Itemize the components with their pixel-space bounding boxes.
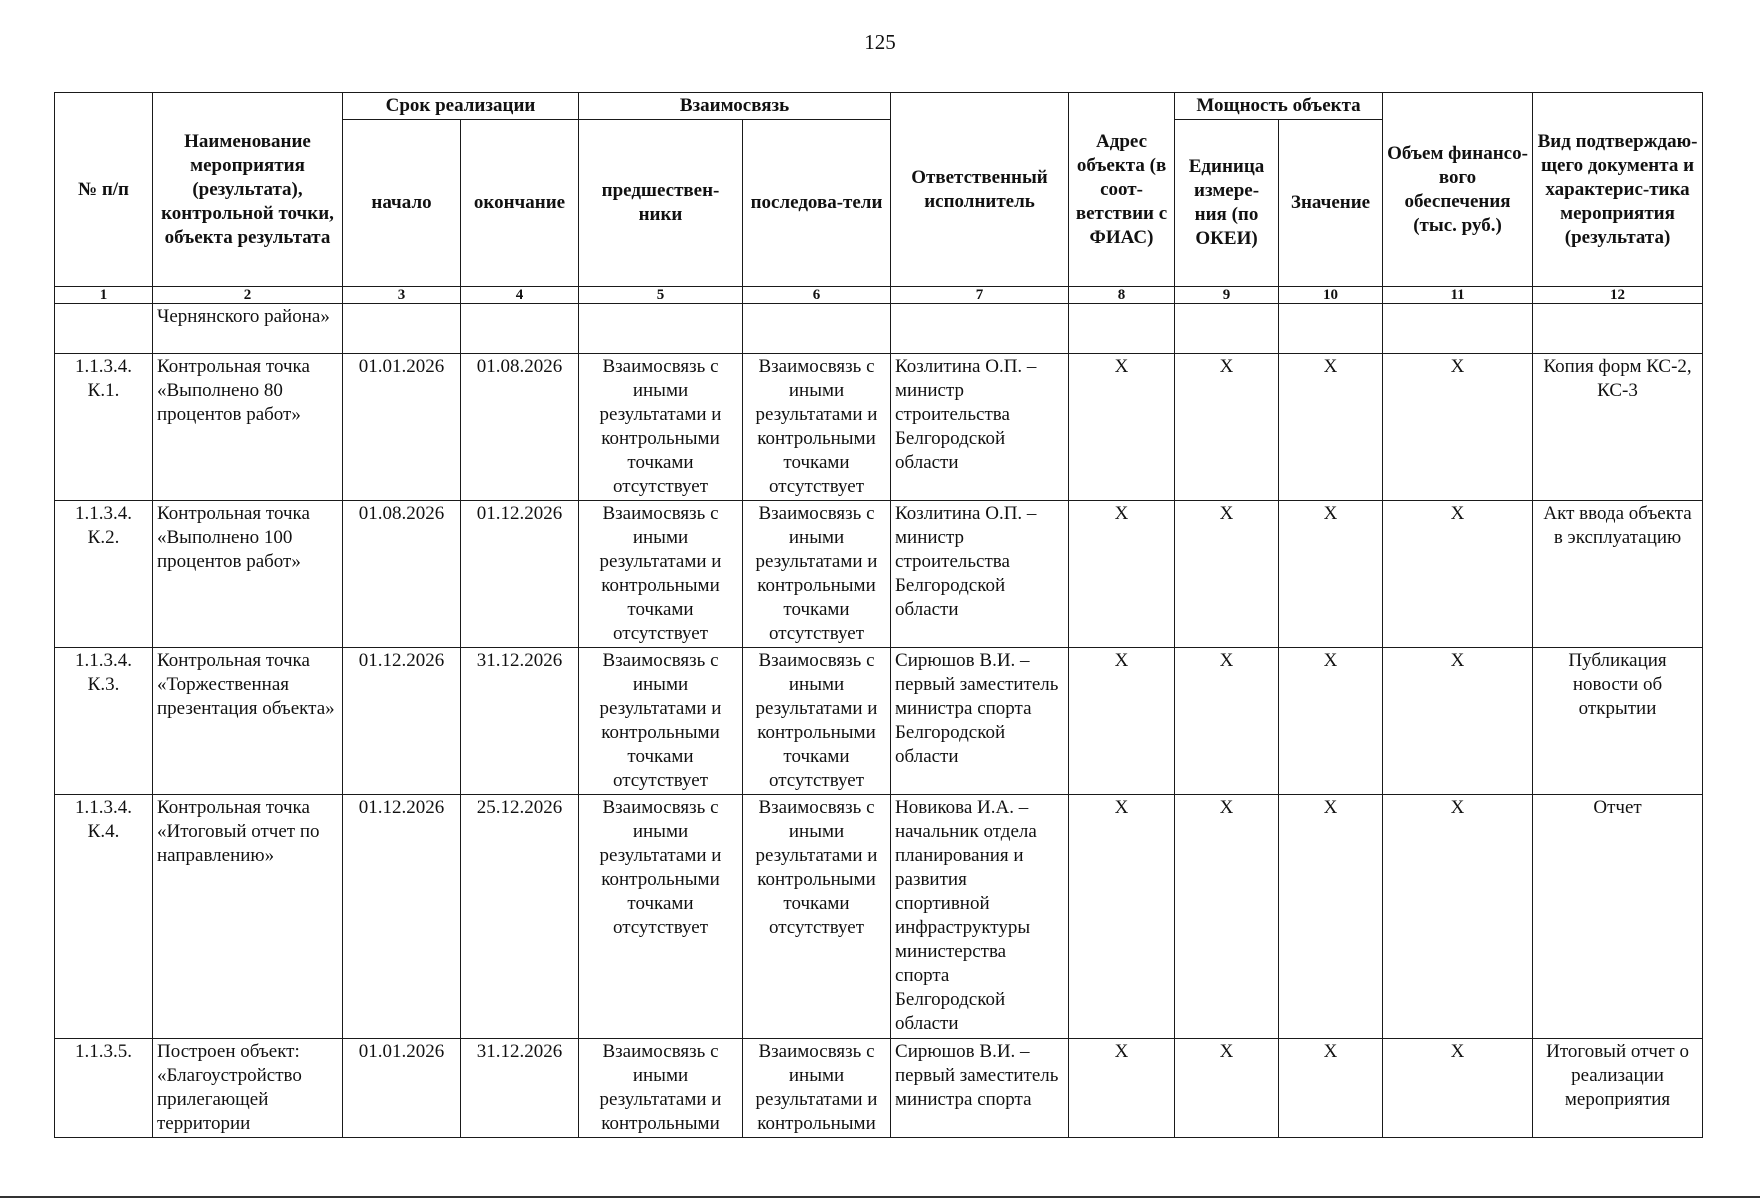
header-term-group: Срок реализации [343,93,579,120]
cell-finance: X [1383,795,1533,1039]
cell-start: 01.12.2026 [343,648,461,795]
column-number: 8 [1069,287,1175,304]
header-name: Наименование мероприятия (результата), контрольной точки, объекта результата [153,93,343,287]
cell-address: X [1069,354,1175,501]
cell-unit: X [1175,501,1279,648]
table-header [55,93,1703,304]
cell-end: 25.12.2026 [461,795,579,1039]
cell-end [461,304,579,354]
column-number: 1 [55,287,153,304]
header-relation-group: Взаимосвязь [579,93,891,120]
cell-responsible: Новикова И.А. – начальник отдела планирования и развития спортивной инфраструктуры министерства спорта Белгородской области [891,795,1069,1039]
column-number: 10 [1279,287,1383,304]
cell-address [1069,304,1175,354]
cell-document [1533,304,1703,354]
cell-name: Контрольная точка «Выполнено 80 процентов работ» [153,354,343,501]
cell-num: 1.1.3.5. [55,1039,153,1138]
cell-successors: Взаимосвязь с иными результатами и контрольными точками отсутствует [743,795,891,1039]
header-predecessors: предшествен-ники [579,120,743,287]
column-number: 12 [1533,287,1703,304]
cell-finance: X [1383,648,1533,795]
header-num: № п/п [55,93,153,287]
cell-finance: X [1383,354,1533,501]
cell-address: X [1069,501,1175,648]
cell-name: Чернянского района» [153,304,343,354]
cell-start: 01.01.2026 [343,1039,461,1138]
cell-successors: Взаимосвязь с иными результатами и контрольными точками отсутствует [743,501,891,648]
cell-successors: Взаимосвязь с иными результатами и контрольными [743,1039,891,1138]
cell-successors: Взаимосвязь с иными результатами и контрольными точками отсутствует [743,354,891,501]
cell-document: Публикация новости об открытии [1533,648,1703,795]
page-bottom-rule [0,1196,1760,1198]
cell-num: 1.1.3.4. К.2. [55,501,153,648]
cell-predecessors: Взаимосвязь с иными результатами и контрольными точками отсутствует [579,648,743,795]
column-number: 2 [153,287,343,304]
column-number-row [55,287,1703,304]
header-finance: Объем финансо-вого обеспечения (тыс. руб.) [1383,93,1533,287]
cell-responsible: Сирюшов В.И. – первый заместитель министра спорта [891,1039,1069,1138]
cell-predecessors: Взаимосвязь с иными результатами и контрольными [579,1039,743,1138]
cell-unit: X [1175,354,1279,501]
cell-start: 01.12.2026 [343,795,461,1039]
cell-value: X [1279,795,1383,1039]
cell-value [1279,304,1383,354]
header-successors: последова-тели [743,120,891,287]
cell-num: 1.1.3.4. К.1. [55,354,153,501]
cell-end: 01.12.2026 [461,501,579,648]
cell-num [55,304,153,354]
cell-predecessors: Взаимосвязь с иными результатами и контрольными точками отсутствует [579,795,743,1039]
cell-document: Копия форм КС-2, КС-3 [1533,354,1703,501]
cell-successors [743,304,891,354]
cell-address: X [1069,1039,1175,1138]
cell-address: X [1069,648,1175,795]
table-row [55,354,1703,501]
table-row [55,648,1703,795]
cell-start [343,304,461,354]
cell-end: 01.08.2026 [461,354,579,501]
cell-unit: X [1175,1039,1279,1138]
cell-name: Контрольная точка «Торжественная презентация объекта» [153,648,343,795]
cell-document: Итоговый отчет о реализации мероприятия [1533,1039,1703,1138]
cell-unit: X [1175,648,1279,795]
table-row [55,795,1703,1039]
cell-successors: Взаимосвязь с иными результатами и контрольными точками отсутствует [743,648,891,795]
column-number: 9 [1175,287,1279,304]
header-capacity-group: Мощность объекта [1175,93,1383,120]
column-number: 6 [743,287,891,304]
table-row [55,1039,1703,1138]
table-body [55,304,1703,1138]
cell-document: Отчет [1533,795,1703,1039]
plan-table [54,92,1703,1138]
cell-predecessors: Взаимосвязь с иными результатами и контрольными точками отсутствует [579,354,743,501]
cell-name: Построен объект: «Благоустройство прилегающей территории [153,1039,343,1138]
cell-start: 01.08.2026 [343,501,461,648]
cell-name: Контрольная точка «Выполнено 100 процентов работ» [153,501,343,648]
cell-responsible [891,304,1069,354]
column-number: 11 [1383,287,1533,304]
cell-start: 01.01.2026 [343,354,461,501]
cell-unit: X [1175,795,1279,1039]
cell-value: X [1279,354,1383,501]
column-number: 5 [579,287,743,304]
cell-responsible: Козлитина О.П. – министр строительства Белгородской области [891,501,1069,648]
header-unit: Единица измере-ния (по ОКЕИ) [1175,120,1279,287]
header-end: окончание [461,120,579,287]
cell-name: Контрольная точка «Итоговый отчет по направлению» [153,795,343,1039]
cell-finance: X [1383,1039,1533,1138]
table-row [55,501,1703,648]
table-row [55,304,1703,354]
header-address: Адрес объекта (в соот-ветствии с ФИАС) [1069,93,1175,287]
cell-num: 1.1.3.4. К.4. [55,795,153,1039]
column-number: 7 [891,287,1069,304]
page-number: 125 [864,30,896,54]
header-responsible: Ответственный исполнитель [891,93,1069,287]
cell-value: X [1279,648,1383,795]
cell-unit [1175,304,1279,354]
cell-document: Акт ввода объекта в эксплуатацию [1533,501,1703,648]
cell-predecessors: Взаимосвязь с иными результатами и контрольными точками отсутствует [579,501,743,648]
column-number: 3 [343,287,461,304]
column-number: 4 [461,287,579,304]
cell-address: X [1069,795,1175,1039]
cell-end: 31.12.2026 [461,1039,579,1138]
cell-value: X [1279,501,1383,648]
cell-num: 1.1.3.4. К.3. [55,648,153,795]
cell-responsible: Сирюшов В.И. – первый заместитель министра спорта Белгородской области [891,648,1069,795]
header-start: начало [343,120,461,287]
cell-value: X [1279,1039,1383,1138]
cell-responsible: Козлитина О.П. – министр строительства Белгородской области [891,354,1069,501]
header-document: Вид подтверждаю-щего документа и характерис-тика мероприятия (результата) [1533,93,1703,287]
header-value: Значение [1279,120,1383,287]
cell-finance [1383,304,1533,354]
cell-predecessors [579,304,743,354]
cell-end: 31.12.2026 [461,648,579,795]
cell-finance: X [1383,501,1533,648]
